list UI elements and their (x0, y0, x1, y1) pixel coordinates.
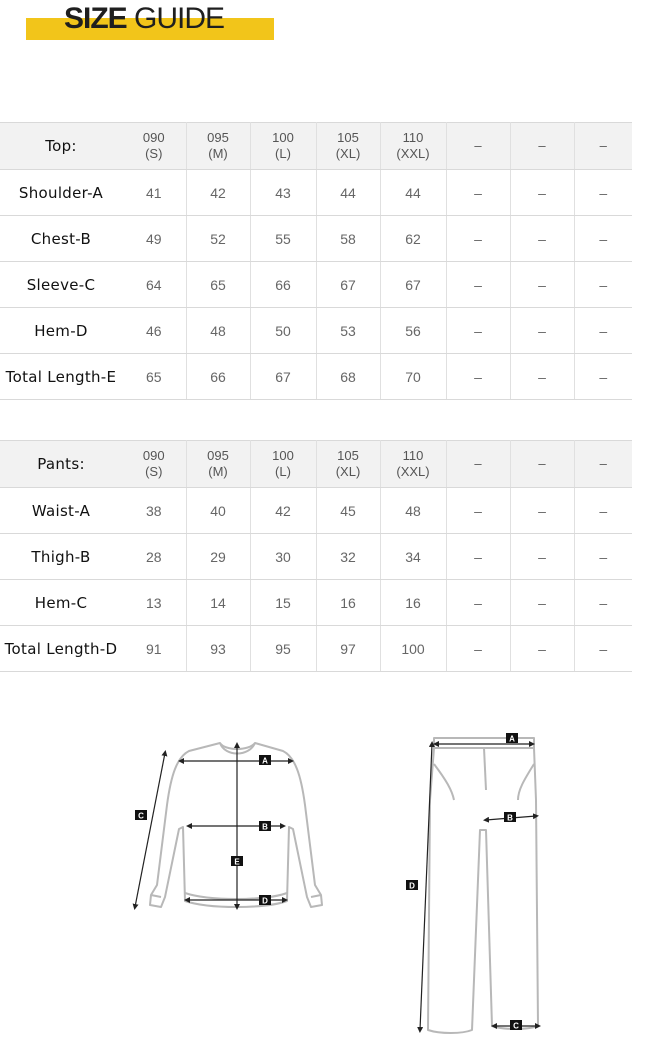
table-cell: – (574, 534, 632, 580)
table-cell: 55 (250, 216, 316, 262)
table-cell: 16 (380, 580, 446, 626)
row-label: Total Length-E (0, 354, 122, 400)
table-cell: 13 (122, 580, 186, 626)
size-header: 095 (M) (186, 441, 250, 488)
row-label: Total Length-D (0, 626, 122, 672)
table-cell: 58 (316, 216, 380, 262)
table-row (0, 488, 632, 534)
table-cell: 32 (316, 534, 380, 580)
table-cell: 42 (250, 488, 316, 534)
title-bold: SIZE (64, 2, 127, 35)
sweatshirt-diagram-icon (125, 735, 335, 915)
table-row (0, 216, 632, 262)
row-label: Hem-C (0, 580, 122, 626)
label-b: B (262, 822, 268, 832)
table-row (0, 170, 632, 216)
table-cell: – (446, 534, 510, 580)
table-cell: 62 (380, 216, 446, 262)
table-cell: 66 (250, 262, 316, 308)
table-cell: 42 (186, 170, 250, 216)
label-c: C (138, 811, 144, 821)
label-c: C (513, 1021, 519, 1031)
table-cell: 64 (122, 262, 186, 308)
row-label: Hem-D (0, 308, 122, 354)
table-cell: 48 (186, 308, 250, 354)
table-cell: 70 (380, 354, 446, 400)
top-size-table (0, 122, 632, 400)
label-e: E (234, 857, 240, 867)
table-cell: 50 (250, 308, 316, 354)
table-cell: 49 (122, 216, 186, 262)
table-cell: 46 (122, 308, 186, 354)
table-cell: 53 (316, 308, 380, 354)
table-cell: – (446, 626, 510, 672)
table-cell: – (510, 488, 574, 534)
table-row (0, 262, 632, 308)
table-cell: – (510, 216, 574, 262)
size-header: – (446, 441, 510, 488)
table-corner-label: Top: (0, 123, 122, 170)
table-cell: 29 (186, 534, 250, 580)
table-cell: 65 (186, 262, 250, 308)
table-cell: – (446, 216, 510, 262)
table-cell: – (510, 262, 574, 308)
table-cell: 38 (122, 488, 186, 534)
size-header: – (574, 441, 632, 488)
table-cell: – (574, 488, 632, 534)
table-header-row (0, 441, 632, 488)
table-cell: – (446, 580, 510, 626)
label-b: B (507, 813, 513, 823)
row-label: Sleeve-C (0, 262, 122, 308)
table-cell: 44 (316, 170, 380, 216)
table-row (0, 580, 632, 626)
label-a: A (509, 734, 515, 744)
table-cell: 65 (122, 354, 186, 400)
pants-size-table (0, 440, 632, 672)
diagram-labels (406, 733, 522, 1031)
table-cell: 30 (250, 534, 316, 580)
table-cell: 43 (250, 170, 316, 216)
table-cell: – (574, 580, 632, 626)
table-cell: 67 (250, 354, 316, 400)
title-light: GUIDE (126, 2, 225, 35)
size-header: 100 (L) (250, 441, 316, 488)
row-label: Waist-A (0, 488, 122, 534)
row-label: Shoulder-A (0, 170, 122, 216)
table-cell: 15 (250, 580, 316, 626)
table-cell: – (446, 488, 510, 534)
table-cell: 95 (250, 626, 316, 672)
table-cell: – (510, 534, 574, 580)
table-cell: 67 (316, 262, 380, 308)
size-header: – (446, 123, 510, 170)
pants-diagram-icon (400, 730, 560, 1040)
table-cell: – (446, 354, 510, 400)
table-cell: – (510, 354, 574, 400)
table-cell: – (510, 580, 574, 626)
label-a: A (262, 756, 268, 766)
table-cell: 34 (380, 534, 446, 580)
table-header-row (0, 123, 632, 170)
size-header: 105 (XL) (316, 123, 380, 170)
table-cell: – (510, 626, 574, 672)
size-header: 090 (S) (122, 123, 186, 170)
row-label: Chest-B (0, 216, 122, 262)
table-cell: 41 (122, 170, 186, 216)
table-cell: 91 (122, 626, 186, 672)
diagram-labels (135, 755, 271, 906)
table-cell: 14 (186, 580, 250, 626)
table-cell: – (574, 354, 632, 400)
table-cell: 44 (380, 170, 446, 216)
table-cell: – (510, 308, 574, 354)
table-cell: – (574, 216, 632, 262)
table-cell: 40 (186, 488, 250, 534)
table-row (0, 308, 632, 354)
table-cell: 66 (186, 354, 250, 400)
table-cell: 45 (316, 488, 380, 534)
size-header: – (574, 123, 632, 170)
size-header: 110 (XXL) (380, 441, 446, 488)
row-label: Thigh-B (0, 534, 122, 580)
size-header: – (510, 441, 574, 488)
label-d: D (409, 881, 415, 891)
table-row (0, 626, 632, 672)
table-cell: 100 (380, 626, 446, 672)
size-header: 100 (L) (250, 123, 316, 170)
table-cell: 93 (186, 626, 250, 672)
table-cell: 97 (316, 626, 380, 672)
table-cell: 48 (380, 488, 446, 534)
table-cell: 67 (380, 262, 446, 308)
size-header: 110 (XXL) (380, 123, 446, 170)
table-cell: 52 (186, 216, 250, 262)
table-cell: 68 (316, 354, 380, 400)
size-header: 105 (XL) (316, 441, 380, 488)
table-cell: 16 (316, 580, 380, 626)
table-cell: – (574, 308, 632, 354)
table-row (0, 354, 632, 400)
table-cell: – (574, 262, 632, 308)
table-cell: – (446, 170, 510, 216)
page-title (64, 0, 224, 40)
table-cell: – (574, 170, 632, 216)
table-cell: – (446, 262, 510, 308)
label-d: D (262, 896, 268, 906)
table-cell: – (574, 626, 632, 672)
size-header: 090 (S) (122, 441, 186, 488)
size-header: – (510, 123, 574, 170)
table-corner-label: Pants: (0, 441, 122, 488)
table-cell: 56 (380, 308, 446, 354)
table-cell: – (446, 308, 510, 354)
table-row (0, 534, 632, 580)
size-header: 095 (M) (186, 123, 250, 170)
table-cell: – (510, 170, 574, 216)
table-cell: 28 (122, 534, 186, 580)
